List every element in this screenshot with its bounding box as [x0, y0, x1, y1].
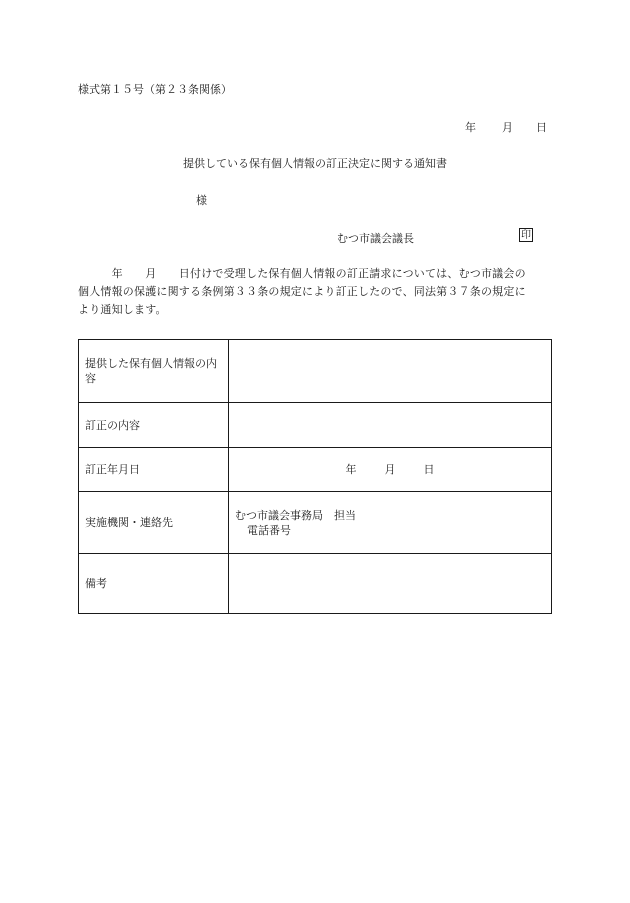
row-value-correction — [229, 403, 552, 448]
date-year-label: 年 — [465, 121, 476, 134]
issuer-name: むつ市議会議長 — [337, 232, 414, 245]
correction-day-label: 日 — [423, 463, 435, 476]
contact-phone-label: 電話番号 — [247, 523, 291, 537]
body-line-1: 年 月 日付けで受理した保有個人情報の訂正請求については、むつ市議会の — [78, 267, 526, 280]
table-row — [79, 403, 552, 448]
date-month-label: 月 — [502, 121, 513, 134]
row-label-provided-info: 提供した保有個人情報の内容 — [79, 340, 229, 403]
body-line-3: より通知します。 — [78, 303, 167, 316]
row-label-remarks: 備考 — [79, 554, 229, 614]
correction-month-label: 月 — [384, 463, 396, 476]
row-value-contact — [229, 492, 552, 554]
row-value-correction-date — [229, 448, 552, 492]
document-title: 提供している保有個人情報の訂正決定に関する通知書 — [183, 157, 447, 170]
row-label-correction: 訂正の内容 — [79, 403, 229, 448]
row-label-contact: 実施機関・連絡先 — [79, 492, 229, 554]
table-row — [79, 448, 552, 492]
seal-mark: 印 — [521, 230, 531, 241]
row-value-provided-info — [229, 340, 552, 403]
body-line-2: 個人情報の保護に関する条例第３３条の規定により訂正したので、同法第３７条の規定に — [78, 285, 526, 298]
table-row — [79, 340, 552, 403]
notice-date — [465, 119, 547, 135]
date-day-label: 日 — [536, 121, 547, 134]
contact-office: むつ市議会事務局 担当 — [235, 508, 356, 522]
notice-detail-table — [78, 339, 552, 614]
row-value-remarks — [229, 554, 552, 614]
form-number: 様式第１５号（第２３条関係） — [78, 83, 232, 96]
row-label-correction-date: 訂正年月日 — [79, 448, 229, 492]
table-row — [79, 554, 552, 614]
table-row — [79, 492, 552, 554]
correction-year-label: 年 — [345, 463, 357, 476]
addressee-suffix: 様 — [196, 194, 207, 207]
notice-body — [78, 265, 554, 319]
